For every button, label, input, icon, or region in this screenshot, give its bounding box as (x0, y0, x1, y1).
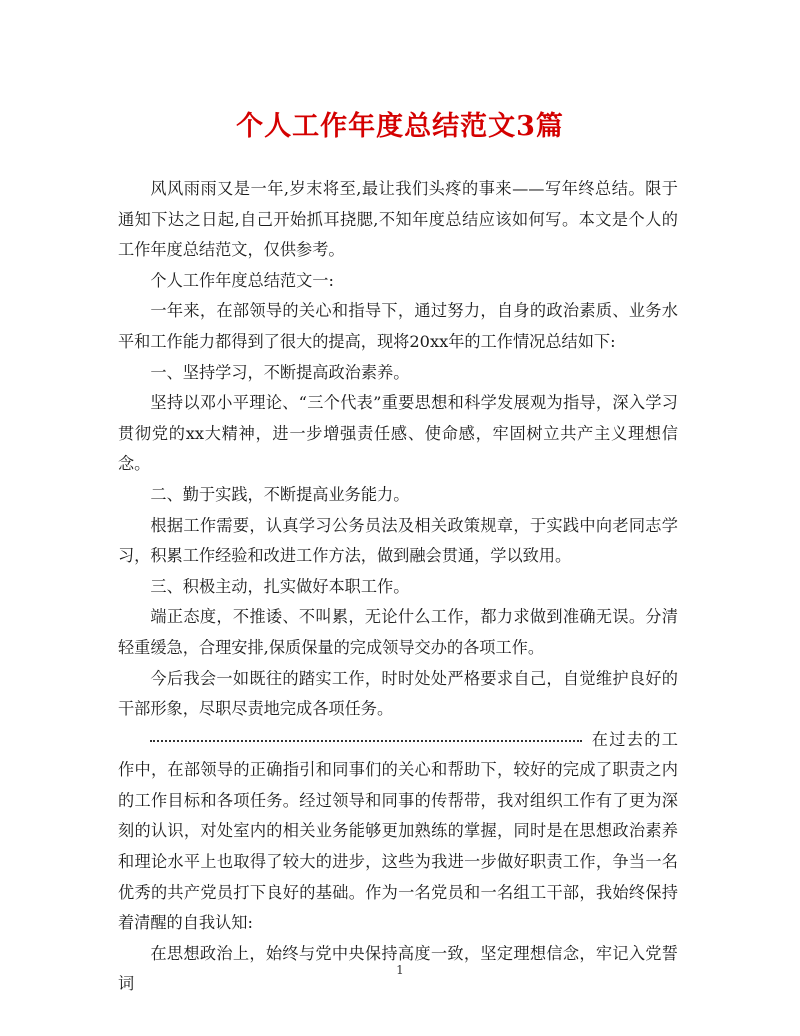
section-heading-one: 个人工作年度总结范文一: (150, 270, 334, 290)
dotted-paragraph-text: 在过去的工作中，在部领导的正确指引和同事们的关心和帮助下，较好的完成了职责之内的工作目标和各项任务。经过领导和同事的传帮带，我对组织工作有了更为深刻的认识，对处室内的相关业务能够更加熟练的掌握，同时是在思想政治素养和理论水平上也取得了较大的进步，这些为我进一步做好职责工作，争当一名优秀的共产党员打下良好的基础。作为一名党员和一名组工干部，我始终保持着清醒的自我认知: (118, 729, 678, 933)
document-body (118, 174, 678, 1000)
body-paragraph: 一年来，在部领导的关心和指导下，通过努力，自身的政治素质、业务水平和工作能力都得到了很大的提高，现将20xx年的工作情况总结如下: (118, 301, 678, 351)
body-paragraph: 今后我会一如既往的踏实工作，时时处处严格要求自己，自觉维护良好的干部形象，尽职尽责地完成各项任务。 (118, 668, 678, 719)
body-paragraph: 坚持以邓小平理论、“三个代表”重要思想和科学发展观为指导，深入学习贯彻党的xx大精神，进一步增强责任感、使命感，牢固树立共产主义理想信念。 (118, 393, 678, 474)
document-title: 个人工作年度总结范文3篇 (236, 111, 564, 142)
intro-paragraph: 风风雨雨又是一年,岁末将至,最让我们头疼的事来——写年终总结。限于通知下达之日起,自己开始抓耳挠腮,不知年度总结应该如何写。本文是个人的工作年度总结范文，仅供参考。 (118, 179, 678, 260)
page-number: 1 (396, 963, 404, 977)
subheading-initiative: 三、积极主动，扎实做好本职工作。 (150, 576, 410, 596)
dotted-paragraph (118, 725, 678, 939)
subheading-practice: 二、勤于实践，不断提高业务能力。 (150, 484, 410, 504)
subheading-study: 一、坚持学习，不断提高政治素养。 (150, 362, 410, 382)
body-paragraph: 端正态度，不推诿、不叫累，无论什么工作，都力求做到准确无误。分清轻重缓急，合理安排,保质保量的完成领导交办的各项工作。 (118, 607, 678, 657)
dotted-leader-line (150, 740, 582, 742)
body-paragraph: 在思想政治上，始终与党中央保持高度一致，坚定理想信念，牢记入党誓词 (118, 943, 678, 994)
body-paragraph: 根据工作需要，认真学习公务员法及相关政策规章，于实践中向老同志学习，积累工作经验和改进工作方法，做到融会贯通，学以致用。 (118, 515, 678, 566)
